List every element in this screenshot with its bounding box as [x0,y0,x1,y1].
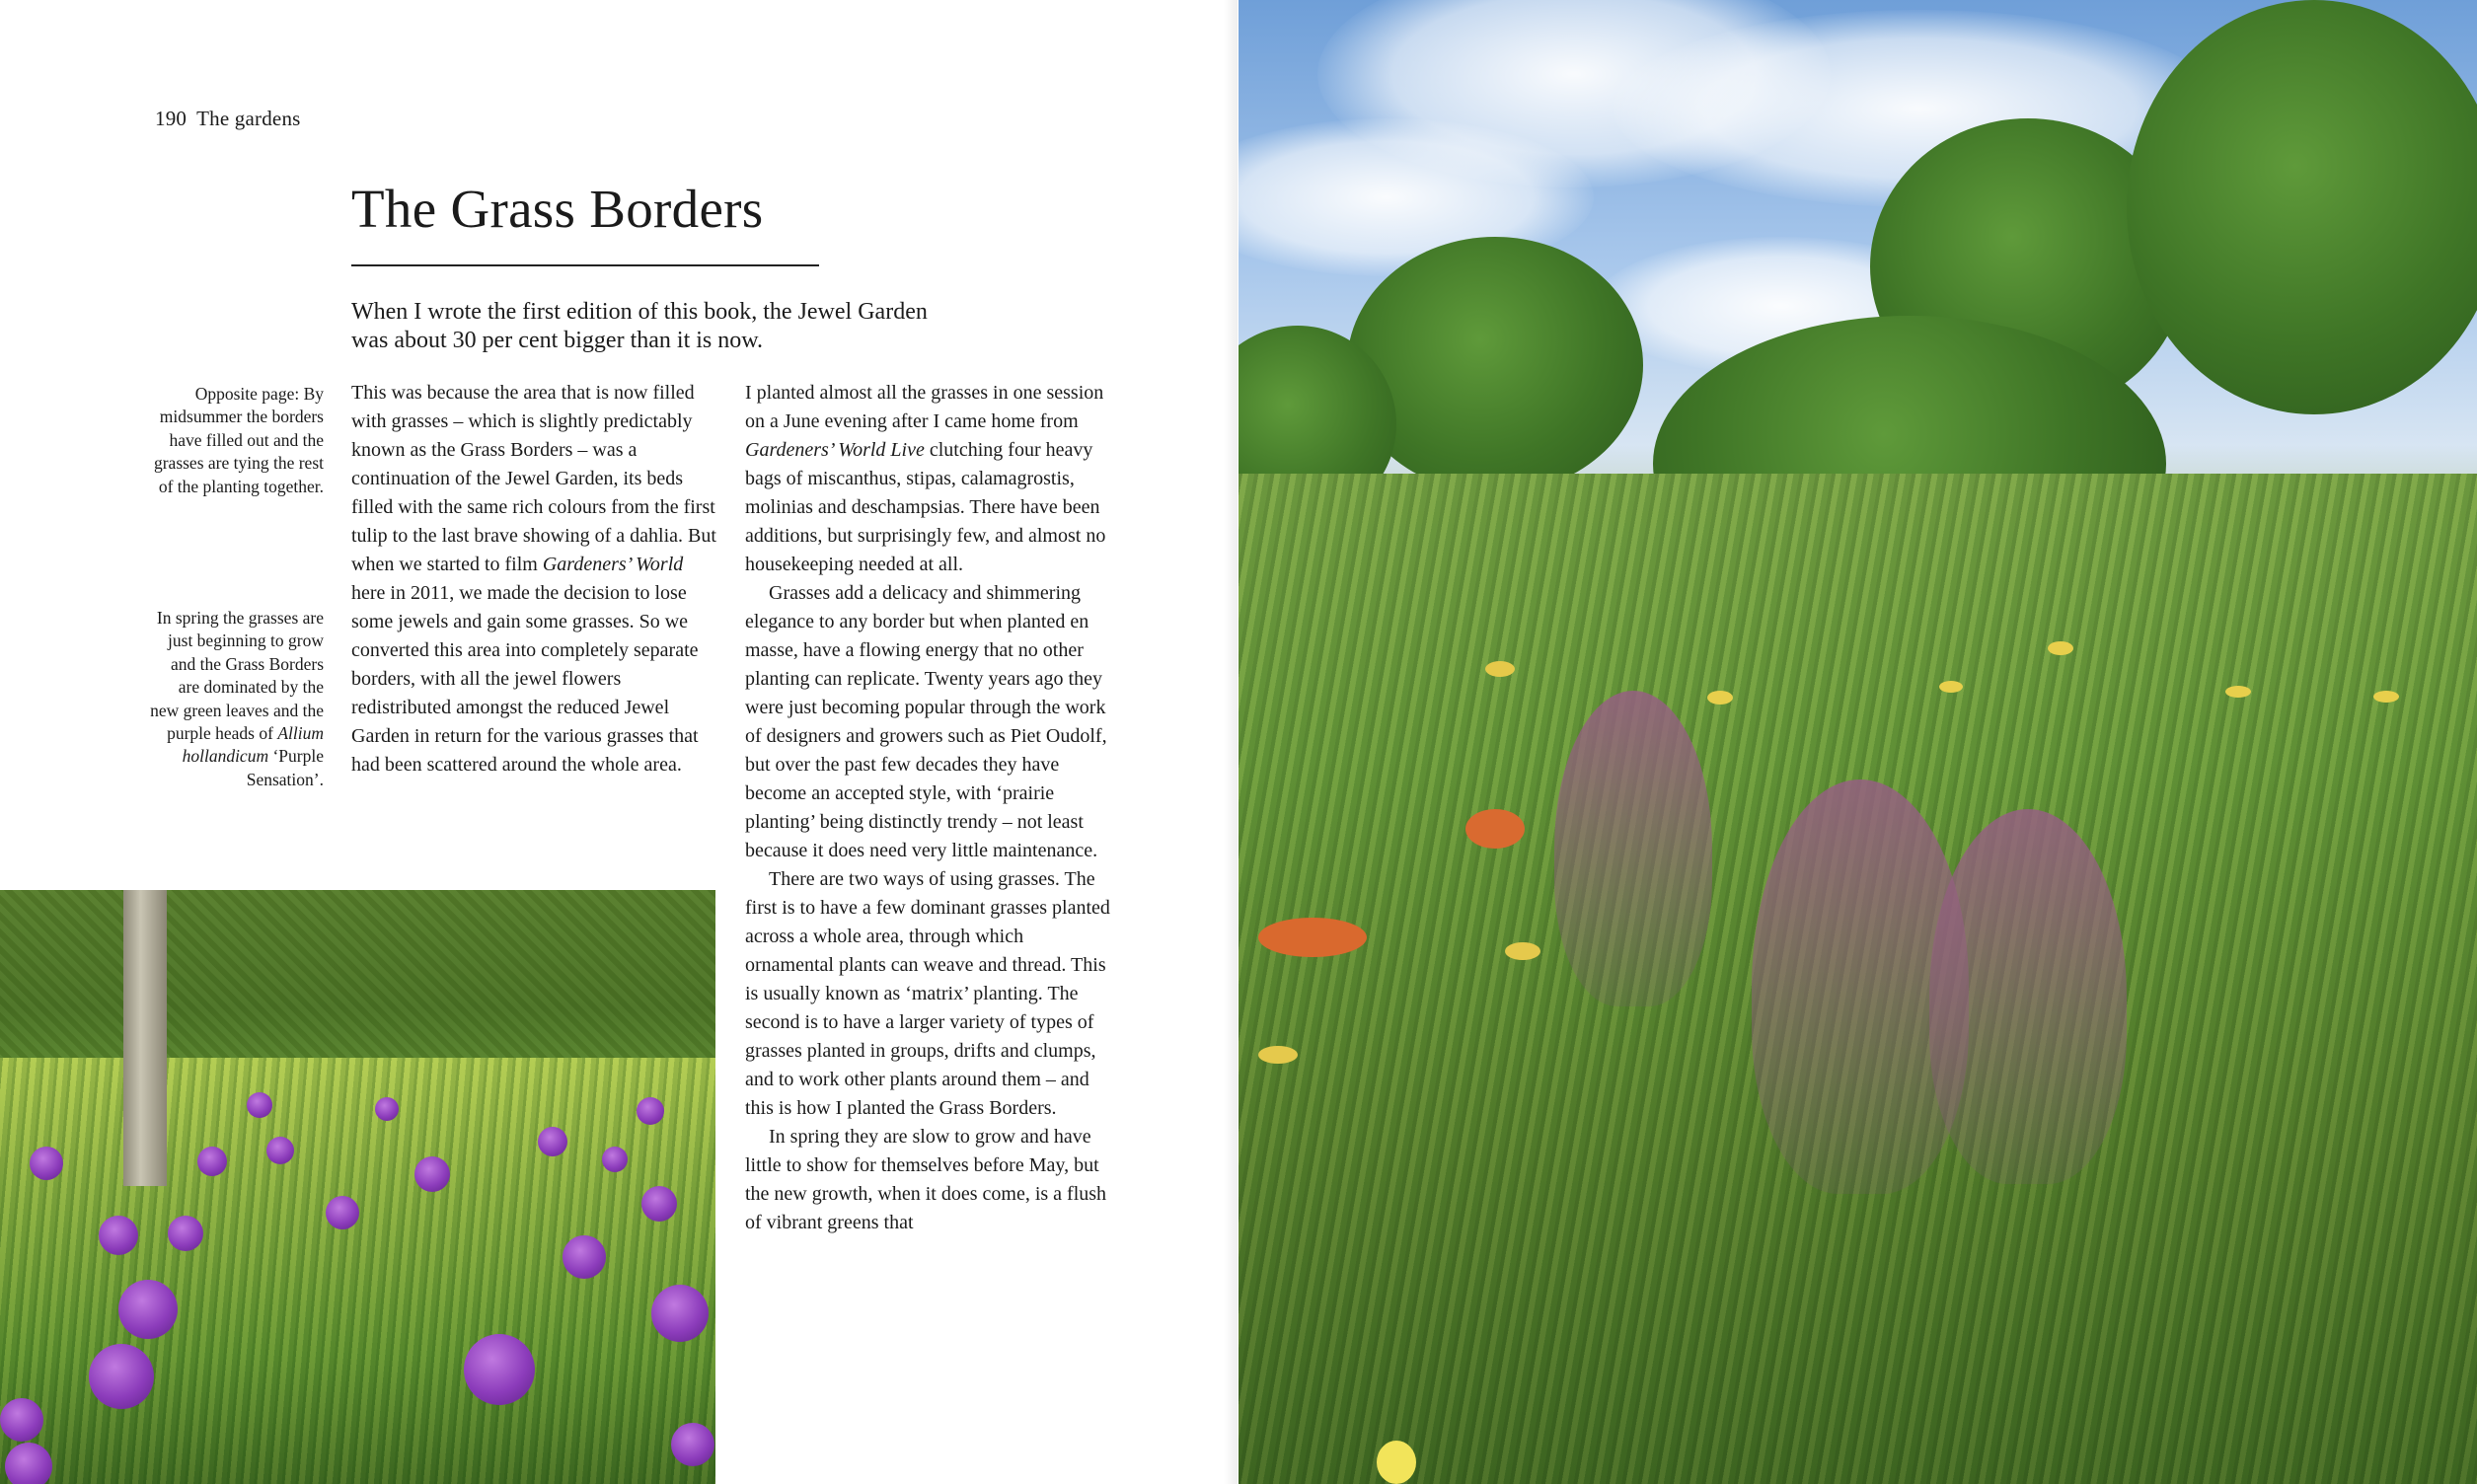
caption-spring-italic: Allium hollandicum [182,723,324,767]
column2-paragraph-4: In spring they are slow to grow and have little to show for themselves before May, but the new growth, when it does come, is a flush of vibrant greens that [745,1126,1107,1233]
allium-flower [197,1147,227,1176]
allium-flower [30,1147,63,1180]
allium-flower [464,1334,535,1405]
body-column-1 [351,379,718,779]
allium-flower [671,1423,714,1466]
allium-flower [168,1216,203,1251]
tree-trunk [123,890,167,1186]
caption-opposite-page: Opposite page: By midsummer the borders have filled out and the grasses are tying the rest of the planting together. [153,384,324,496]
yellow-flower [1485,661,1515,677]
yellow-flower [2225,686,2251,698]
caption-spring-text-a: In spring the grasses are just beginning to grow and the Grass Borders are dominated by the new green leaves and the purple heads of [150,608,324,744]
allium-flower [563,1235,606,1279]
caption-spring [148,607,324,791]
allium-flower [538,1127,567,1156]
tree [2127,0,2477,414]
column2-paragraph-3: There are two ways of using grasses. The first is to have a few dominant grasses planted across a whole area, through which ornamental plants can weave and thread. This is usually known as ‘matrix’ planting. The second is to have a larger variety of types of grasses planted in groups, drifts and clumps, and to work other plants around them – and this is how I planted the Grass Borders. [745,868,1110,1119]
allium-flower [0,1398,43,1442]
column1-text-a: This was because the area that is now filled with grasses – which is slightly predictably known as the Grass Borders – was a continuation of the Jewel Garden, its beds filled with the same rich colours from the first tulip to the last brave showing of a dahlia. But when we started to film [351,382,716,575]
allium-flower [89,1344,154,1409]
intro-paragraph: When I wrote the first edition of this book, the Jewel Garden was about 30 per cent bigger than it is now. [351,299,928,353]
spring-foliage [0,1058,715,1484]
section-label: The gardens [196,107,301,130]
allium-flower [637,1097,664,1125]
allium-flower [414,1156,450,1192]
alliums-photo [0,890,715,1484]
grass-plume [1929,809,2127,1184]
column2-paragraph-2: Grasses add a delicacy and shimmering elegance to any border but when planted en masse, have a flowing energy that no other planting can replicate. Twenty years ago they were just becoming popular through the work of designers and growers such as Piet Oudolf, but over the past few decades they have become an accepted style, with ‘prairie planting’ being distinctly trendy – not least because it does need very little maintenance. [745,582,1107,861]
left-page [0,0,1238,1484]
allium-flower [5,1443,52,1484]
allium-flower [247,1092,272,1118]
book-gutter [1224,0,1238,1484]
allium-flower [602,1147,628,1172]
title-rule [351,264,819,266]
yellow-flower [1505,942,1540,960]
orange-flower [1258,918,1367,957]
allium-flower [641,1186,677,1222]
body-column-2 [745,379,1112,1237]
column1-italic: Gardeners’ World [542,554,684,575]
chapter-title: The Grass Borders [351,179,764,239]
column1-paragraph-1 [351,379,718,779]
orange-flower [1465,809,1525,849]
page-number: 190 [155,107,188,130]
yellow-flower [1939,681,1963,693]
column2-text-a: I planted almost all the grasses in one session on a June evening after I came home from [745,382,1104,432]
yellow-flower [1707,691,1733,705]
allium-flower [99,1216,138,1255]
column1-text-b: here in 2011, we made the decision to lose some jewels and gain some grasses. So we converted this area into completely separate borders, with all the jewel flowers redistributed amongst the reduced Jewel Garden in return for the various grasses that had been scattered around the whole area. [351,582,699,776]
column2-text-b: clutching four heavy bags of miscanthus, stipas, calamagrostis, molinias and deschampsias. There have been additions, but surprisingly few, and almost no housekeeping needed at all. [745,439,1106,575]
allium-flower [651,1285,709,1342]
caption-sidebar [148,383,324,789]
column2-italic: Gardeners’ World Live [745,439,925,461]
yellow-flower [2373,691,2399,703]
allium-flower [326,1196,359,1229]
allium-flower [375,1097,399,1121]
caption-spring-text-b: ‘Purple Sensation’. [246,746,324,789]
allium-flower [266,1137,294,1164]
grass-plume [1554,691,1712,1006]
running-header [155,107,301,131]
grass-borders-photo [1238,0,2477,1484]
yellow-flower [1258,1046,1298,1064]
yellow-flower [1377,1441,1416,1484]
yellow-flower [2048,641,2073,655]
column2-paragraph-1 [745,379,1112,579]
allium-flower [118,1280,178,1339]
